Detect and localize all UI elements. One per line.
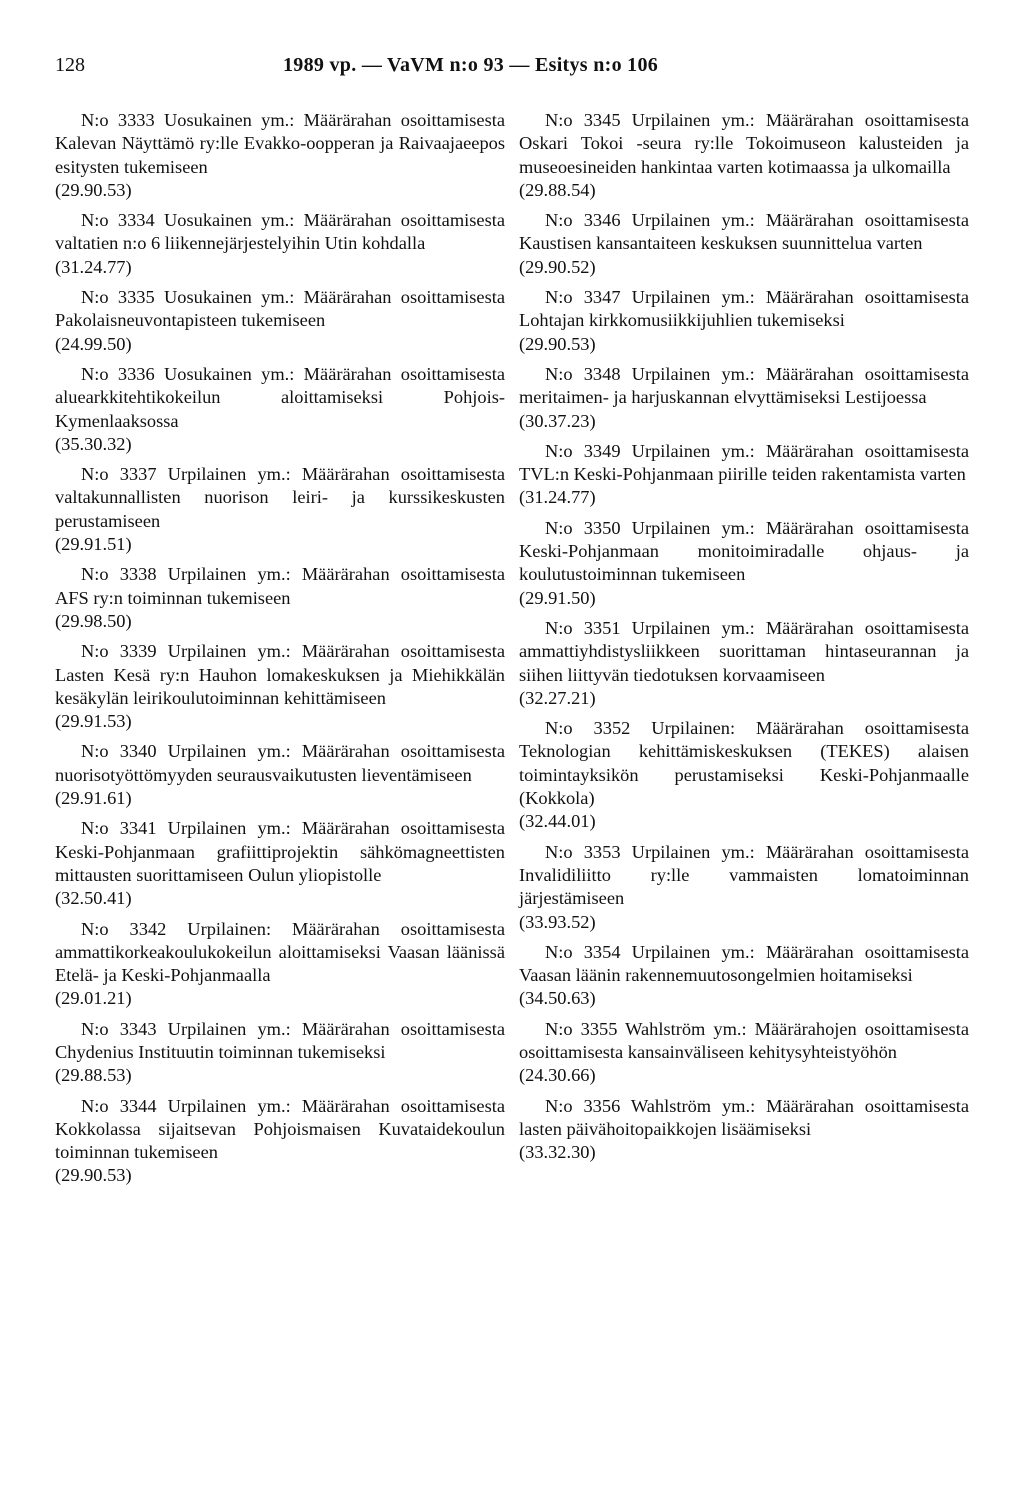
motion-entry <box>55 1095 505 1188</box>
motion-entry <box>55 1018 505 1088</box>
motion-text: N:o 3344 Urpilainen ym.: Määrärahan osoittamisesta Kokkolassa sijaitsevan Pohjoismaisen Kuvataidekoulun toiminnan tukemiseen <box>55 1095 505 1163</box>
motion-text: N:o 3353 Urpilainen ym.: Määrärahan osoittamisesta Invalidiliitto ry:lle vammaisten lomatoiminnan järjestämiseen <box>519 841 969 909</box>
motion-text: N:o 3352 Urpilainen: Määrärahan osoittamisesta Teknologian kehittämiskeskuksen (TEKES) alaisen toimintayksikön perustamiseksi Keski-Pohjanmaalle (Kokkola) <box>519 718 969 809</box>
motion-text: N:o 3356 Wahlström ym.: Määrärahan osoittamisesta lasten päivähoitopaikkojen lisäämiseksi <box>519 1095 969 1139</box>
budget-reference: (29.90.52) <box>519 256 596 277</box>
budget-reference: (35.30.32) <box>55 433 132 454</box>
motion-entry <box>55 286 505 356</box>
motion-text: N:o 3340 Urpilainen ym.: Määrärahan osoittamisesta nuorisotyöttömyyden seurausvaikutusten lieventämiseen <box>55 741 505 785</box>
motion-entry <box>55 209 505 279</box>
motion-text: N:o 3341 Urpilainen ym.: Määrärahan osoittamisesta Keski-Pohjanmaan grafiittiprojektin sähkömagneettisten mittausten suorittamiseen Oulun yliopistolle <box>55 818 505 885</box>
page-number: 128 <box>55 54 85 76</box>
motion-entry <box>55 463 505 556</box>
budget-reference: (31.24.77) <box>55 256 132 277</box>
motion-entry <box>55 109 505 202</box>
motion-text: N:o 3339 Urpilainen ym.: Määrärahan osoittamisesta Lasten Kesä ry:n Hauhon lomakeskuksen ja Miehikkälän kesäkylän leirikoulutoiminnan kehittämiseen <box>55 641 505 708</box>
budget-reference: (24.30.66) <box>519 1065 596 1086</box>
motion-text: N:o 3338 Urpilainen ym.: Määrärahan osoittamisesta AFS ry:n toiminnan tukemiseen <box>55 564 505 608</box>
page-header <box>55 50 969 80</box>
motion-entry <box>55 817 505 910</box>
budget-reference: (29.91.50) <box>519 587 596 608</box>
budget-reference: (33.32.30) <box>519 1142 596 1163</box>
budget-reference: (29.88.53) <box>55 1065 132 1086</box>
budget-reference: (29.90.53) <box>519 333 596 354</box>
budget-reference: (29.90.53) <box>55 1165 132 1186</box>
document-body <box>55 109 969 1195</box>
right-column <box>519 109 969 1195</box>
budget-reference: (31.24.77) <box>519 487 596 508</box>
motion-entry <box>519 517 969 610</box>
motion-text: N:o 3348 Urpilainen ym.: Määrärahan osoittamisesta meritaimen- ja harjuskannan elvyttämiseksi Lestijoessa <box>519 363 969 408</box>
motion-entry <box>55 640 505 733</box>
motion-entry <box>519 363 969 433</box>
motion-text: N:o 3346 Urpilainen ym.: Määrärahan osoittamisesta Kaustisen kansantaiteen keskuksen suunnittelua varten <box>519 210 969 254</box>
motion-text: N:o 3335 Uosukainen ym.: Määrärahan osoittamisesta Pakolaisneuvontapisteen tukemiseen <box>55 287 505 331</box>
motion-entry <box>519 1095 969 1165</box>
motion-text: N:o 3343 Urpilainen ym.: Määrärahan osoittamisesta Chydenius Instituutin toiminnan tukemiseksi <box>55 1018 505 1062</box>
budget-reference: (32.44.01) <box>519 811 596 832</box>
motion-text: N:o 3350 Urpilainen ym.: Määrärahan osoittamisesta Keski-Pohjanmaan monitoimiradalle ohjaus- ja koulutustoiminnan tukemiseen <box>519 517 969 585</box>
motion-text: N:o 3334 Uosukainen ym.: Määrärahan osoittamisesta valtatien n:o 6 liikennejärjestelyihin Utin kohdalla <box>55 210 505 254</box>
motion-text: N:o 3349 Urpilainen ym.: Määrärahan osoittamisesta TVL:n Keski-Pohjanmaan piirille teiden rakentamista varten <box>519 440 969 485</box>
motion-text: N:o 3337 Urpilainen ym.: Määrärahan osoittamisesta valtakunnallisten nuorison leiri- ja kurssikeskusten perustamiseen <box>55 464 505 531</box>
motion-entry <box>519 286 969 356</box>
budget-reference: (29.01.21) <box>55 988 132 1009</box>
motion-text: N:o 3342 Urpilainen: Määrärahan osoittamisesta ammattikorkeakoulukokeilun aloittamiseksi Vaasan läänissä Etelä- ja Keski-Pohjanmaalla <box>55 918 505 986</box>
motion-entry <box>519 717 969 833</box>
motion-text: N:o 3336 Uosukainen ym.: Määrärahan osoittamisesta aluearkkitehtikokeilun aloittamiseksi Pohjois-Kymenlaaksossa <box>55 363 505 431</box>
budget-reference: (29.91.51) <box>55 534 132 555</box>
budget-reference: (24.99.50) <box>55 333 132 354</box>
motion-text: N:o 3354 Urpilainen ym.: Määrärahan osoittamisesta Vaasan läänin rakennemuutosongelmien hoitamiseksi <box>519 941 969 986</box>
motion-text: N:o 3345 Urpilainen ym.: Määrärahan osoittamisesta Oskari Tokoi -seura ry:lle Tokoimuseon kalusteiden ja museoesineiden hankintaa varten kotimaassa ja ulkomailla <box>519 110 969 177</box>
motion-entry <box>519 440 969 510</box>
motion-entry <box>55 563 505 633</box>
running-title: 1989 vp. — VaVM n:o 93 — Esitys n:o 106 <box>283 54 659 76</box>
motion-entry <box>55 363 505 456</box>
motion-text: N:o 3347 Urpilainen ym.: Määrärahan osoittamisesta Lohtajan kirkkomusiikkijuhlien tukemiseksi <box>519 287 969 331</box>
motion-entry <box>519 1018 969 1088</box>
budget-reference: (30.37.23) <box>519 410 596 431</box>
motion-entry <box>519 109 969 202</box>
budget-reference: (32.50.41) <box>55 888 132 909</box>
budget-reference: (29.98.50) <box>55 610 132 631</box>
motion-text: N:o 3351 Urpilainen ym.: Määrärahan osoittamisesta ammattiyhdistysliikkeen suorittaman hintaseurannan ja siihen liittyvän tiedotuksen korvaamiseen <box>519 617 969 685</box>
budget-reference: (29.91.61) <box>55 788 132 809</box>
budget-reference: (29.90.53) <box>55 179 132 200</box>
motion-entry <box>55 740 505 810</box>
budget-reference: (29.91.53) <box>55 711 132 732</box>
budget-reference: (29.88.54) <box>519 179 596 200</box>
motion-entry <box>519 941 969 1011</box>
motion-entry <box>55 918 505 1011</box>
motion-entry <box>519 209 969 279</box>
motion-entry <box>519 617 969 710</box>
motion-text: N:o 3355 Wahlström ym.: Määrärahojen osoittamisesta osoittamisesta kansainväliseen kehitysyhteistyöhön <box>519 1018 969 1062</box>
budget-reference: (34.50.63) <box>519 988 596 1009</box>
motion-entry <box>519 841 969 934</box>
budget-reference: (32.27.21) <box>519 687 596 708</box>
motion-text: N:o 3333 Uosukainen ym.: Määrärahan osoittamisesta Kalevan Näyttämö ry:lle Evakko-oopperan ja Raivaajaeepos esitysten tukemiseen <box>55 110 505 177</box>
left-column <box>55 109 505 1195</box>
budget-reference: (33.93.52) <box>519 911 596 932</box>
